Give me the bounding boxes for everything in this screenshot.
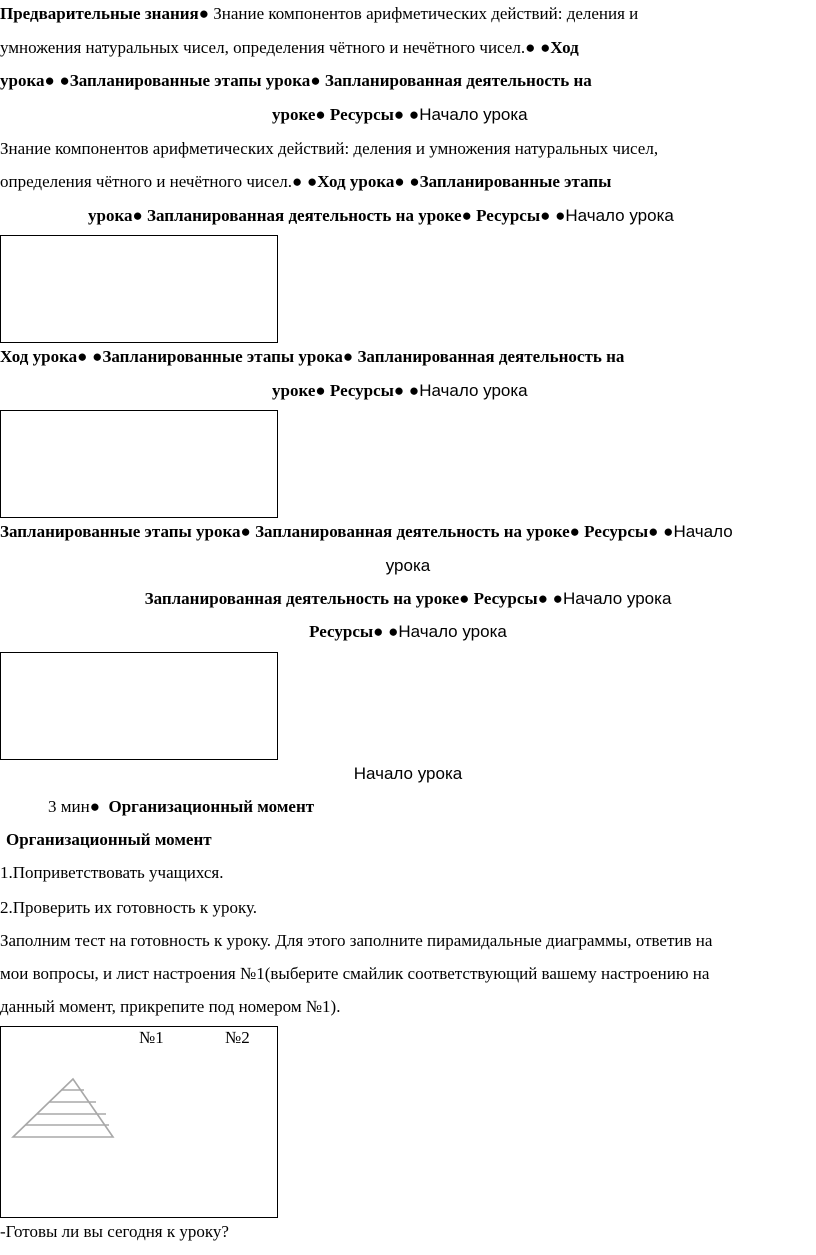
empty-frame-1: [0, 235, 278, 343]
resources-line: Ресурсы● ●Начало урока: [309, 622, 507, 641]
planned-activity-line: Запланированная деятельность на уроке● Ресурсы● ●Начало урока: [144, 589, 672, 608]
knowledge-line-2: определения чётного и нечётного чисел.● ●Ход урока● ●Запланированные этапы: [0, 172, 612, 191]
knowledge-line-1: Знание компонентов арифметических действий: деления и умножения натуральных чисел,: [0, 139, 659, 158]
org-moment-heading: Организационный момент: [6, 830, 212, 849]
prior-knowledge-line-4: уроке● Ресурсы● ●Начало урока: [272, 105, 528, 124]
prior-knowledge-line-2: умножения натуральных чисел, определения чётного и нечётного чисел.● ●Ход: [0, 38, 579, 57]
lesson-course-line-2: уроке● Ресурсы● ●Начало урока: [272, 381, 528, 400]
knowledge-line-3: урока● Запланированная деятельность на уроке● Ресурсы● ●Начало урока: [88, 206, 674, 225]
step-1: 1.Поприветствовать учащихся.: [0, 863, 224, 882]
lesson-course-line-1: Ход урока● ●Запланированные этапы урока● Запланированная деятельность на: [0, 347, 625, 366]
label-number-2: №2: [225, 1028, 250, 1047]
label-number-1: №1: [139, 1028, 164, 1047]
instructions-line-1: Заполним тест на готовность к уроку. Для этого заполните пирамидальные диаграммы, ответив на: [0, 931, 713, 950]
empty-frame-3: [0, 652, 278, 760]
org-moment-time-line: 3 мин● Организационный момент: [48, 797, 315, 816]
prior-knowledge-line-1: Предварительные знания● Знание компонентов арифметических действий: деления и: [0, 4, 639, 23]
planned-stages-line-2: урока: [385, 556, 431, 575]
pyramid-icon: [1, 1027, 277, 1217]
step-2: 2.Проверить их готовность к уроку.: [0, 898, 258, 917]
lesson-start-label: Начало урока: [353, 764, 463, 783]
instructions-line-2: мои вопросы, и лист настроения №1(выберите смайлик соответствующий вашему настроению на: [0, 964, 710, 983]
planned-stages-line-1: Запланированные этапы урока● Запланированная деятельность на уроке● Ресурсы● ●Начало: [0, 522, 733, 541]
instructions-line-3: данный момент, прикрепите под номером №1).: [0, 997, 341, 1016]
question-ready: -Готовы ли вы сегодня к уроку?: [0, 1222, 229, 1241]
prior-knowledge-line-3: урока● ●Запланированные этапы урока● Запланированная деятельность на: [0, 71, 592, 90]
empty-frame-2: [0, 410, 278, 518]
pyramid-chart-frame: [0, 1026, 278, 1218]
